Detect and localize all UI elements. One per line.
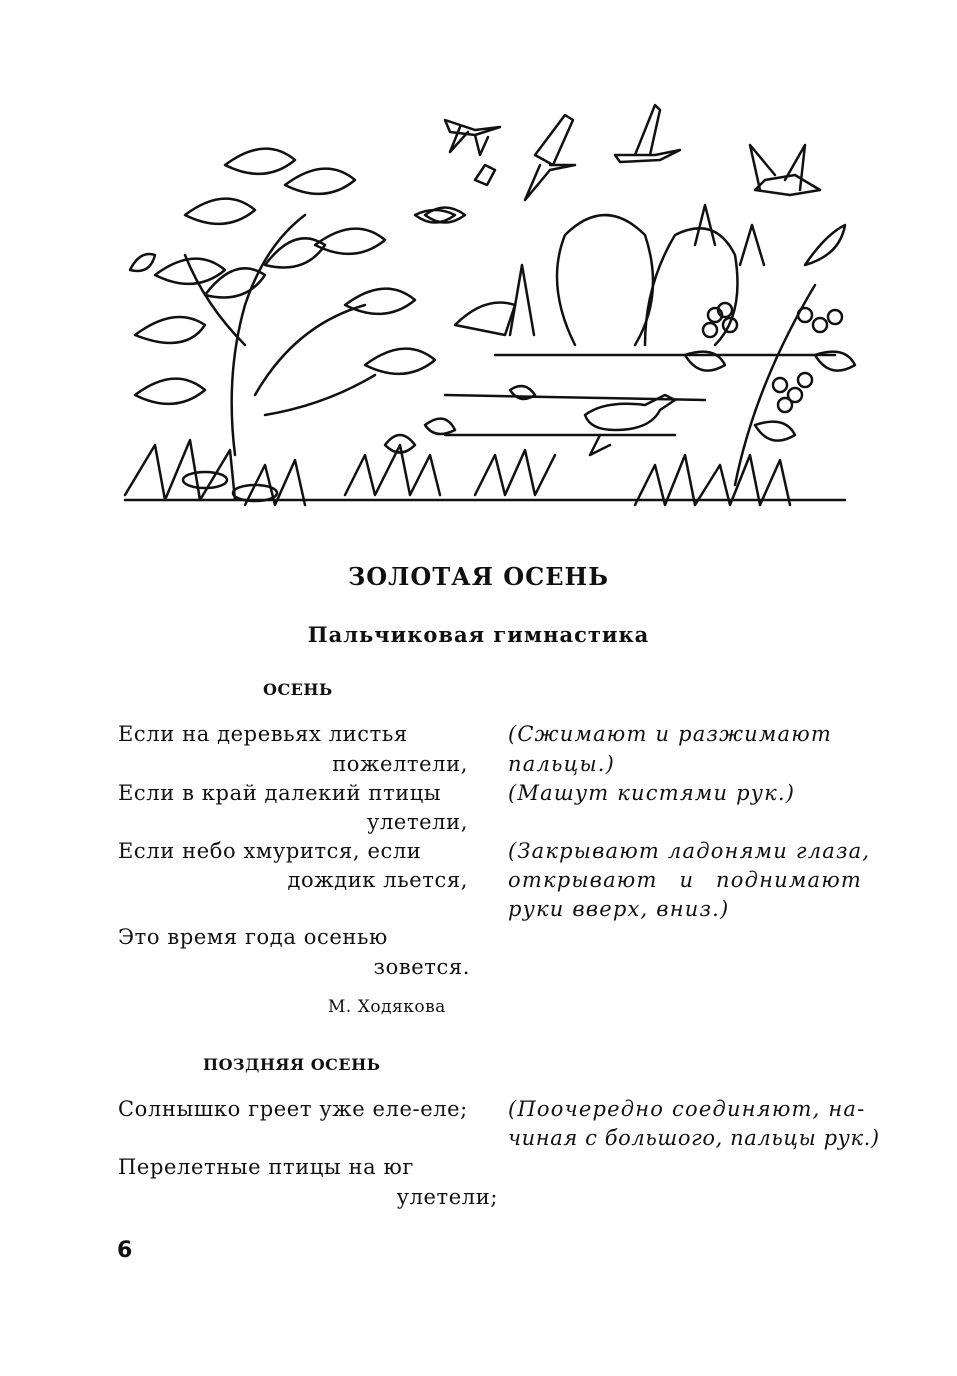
page-title: ЗОЛОТАЯ ОСЕНЬ — [347, 562, 610, 591]
instruction-line: (Сжимают и разжимают — [508, 722, 833, 746]
poem-line: Если на деревьях листья — [118, 722, 408, 746]
poem-line: Если в край далекий птицы — [118, 781, 442, 805]
instruction-line: (Поочередно соединяют, на- — [508, 1097, 866, 1121]
poem-line: улетели, — [367, 810, 468, 834]
poem-author: М. Ходякова — [328, 997, 446, 1017]
poem-line: Если небо хмурится, если — [118, 839, 422, 863]
trees-icon — [445, 205, 835, 435]
poem-title-late-autumn: ПОЗДНЯЯ ОСЕНЬ — [203, 1055, 381, 1074]
geese-icon — [445, 105, 820, 200]
poem-line: Солнышко греет уже еле-еле; — [118, 1097, 468, 1121]
instruction-line: (Закрывают ладонями глаза, — [508, 839, 871, 863]
poem-line: дождик льется, — [287, 868, 468, 892]
section-subtitle: Пальчиковая гимнастика — [307, 622, 650, 647]
instruction-line: открывают и поднимают — [508, 868, 863, 892]
autumn-landscape-illustration — [115, 95, 865, 520]
poem-line: пожелтели, — [332, 752, 468, 776]
poem-line: улетели; — [396, 1185, 498, 1209]
poem-line: Это время года осенью — [118, 925, 388, 949]
bush-icon — [130, 149, 455, 455]
instruction-line: пальцы.) — [508, 752, 616, 776]
page-number: 6 — [117, 1238, 133, 1263]
poem-title-autumn: ОСЕНЬ — [263, 680, 333, 699]
instruction-line: чиная с большого, пальцы рук.) — [508, 1126, 880, 1150]
instruction-line: (Машут кистями рук.) — [508, 781, 796, 805]
instruction-line: руки вверх, вниз.) — [508, 897, 730, 921]
poem-line: Перелетные птицы на юг — [118, 1155, 414, 1179]
poem-line: зовется. — [373, 955, 470, 979]
duck-icon — [585, 395, 675, 455]
